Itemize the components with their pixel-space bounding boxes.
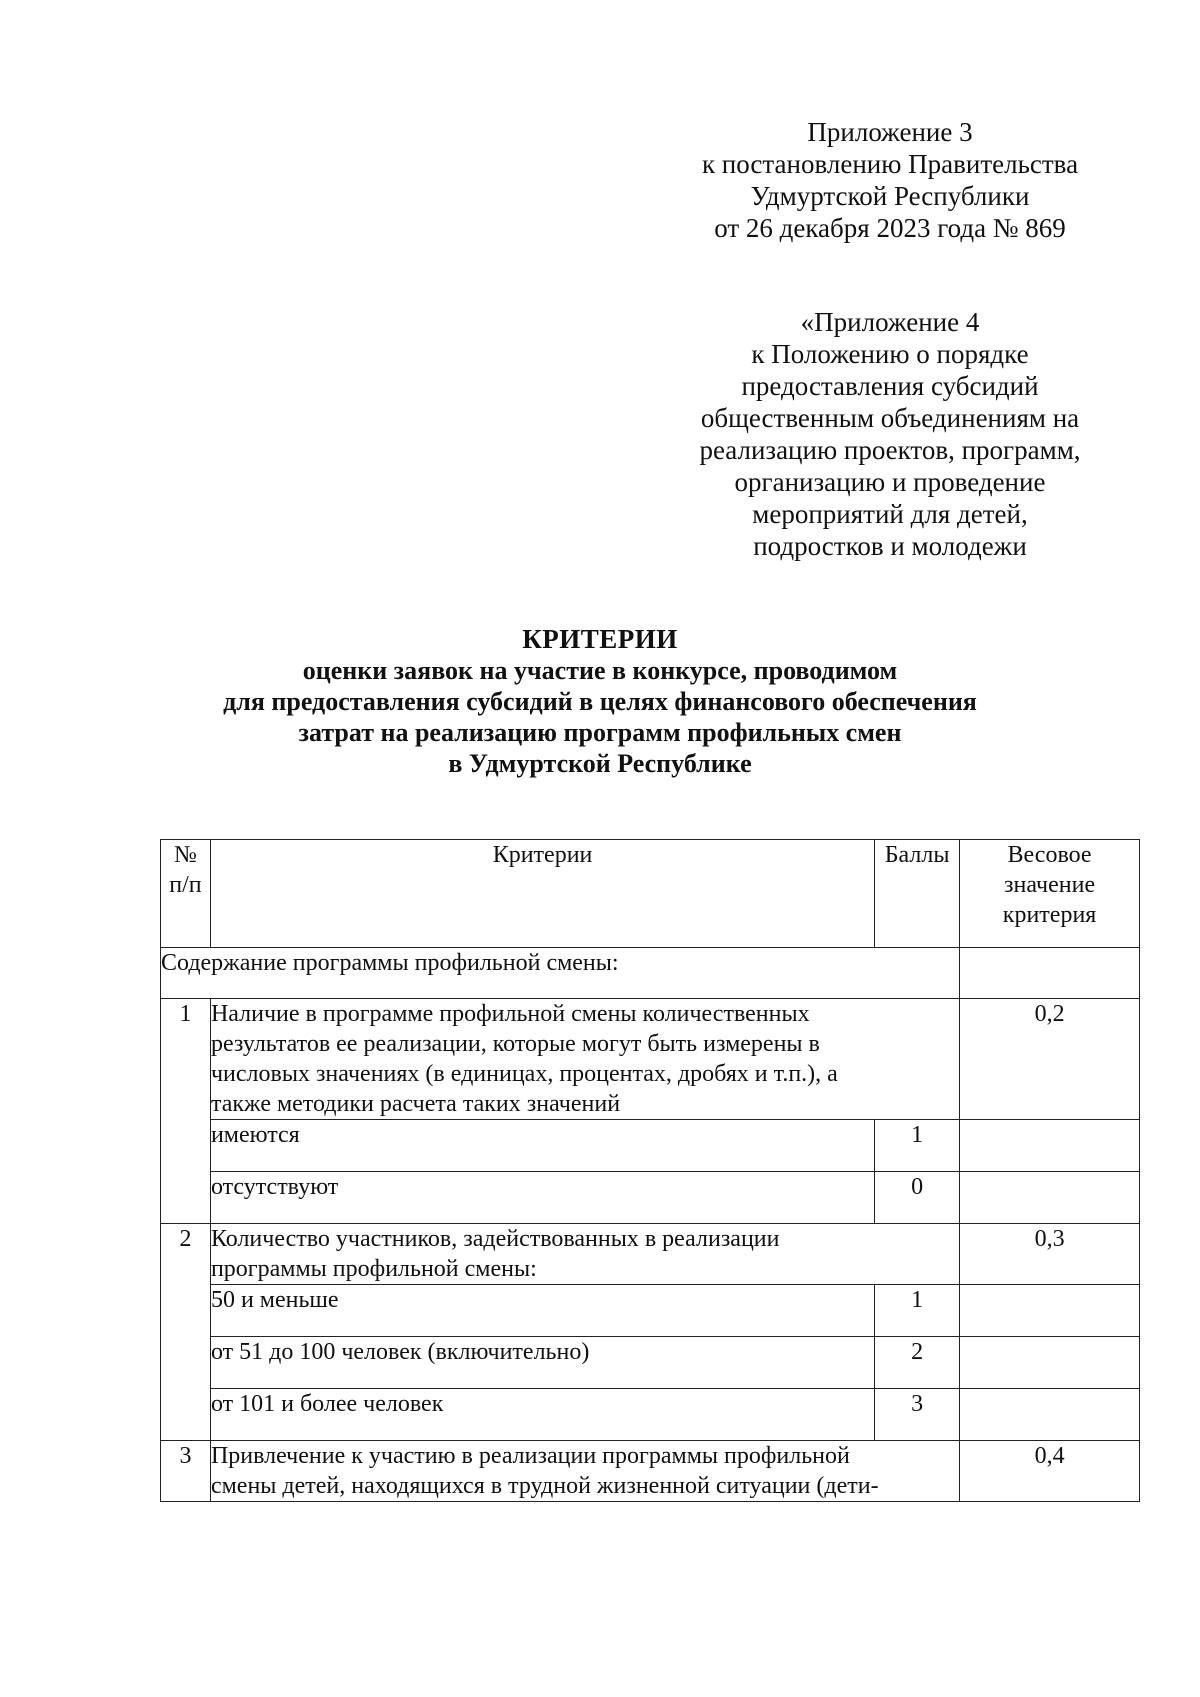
appendix-4-line: «Приложение 4 — [800, 307, 980, 337]
appendix-3-header — [650, 116, 1130, 244]
option-label: 50 и меньше — [210, 1285, 874, 1337]
option-label: отсутствуют — [210, 1172, 874, 1224]
option-label: от 101 и более человек — [210, 1389, 874, 1441]
section-row — [161, 948, 1140, 999]
appendix-4-line: общественным объединениям на — [700, 403, 1080, 433]
header-weight: Весовое значение критерия — [960, 840, 1140, 948]
header-number: № п/п — [161, 840, 211, 948]
appendix-4-header — [660, 306, 1120, 562]
criterion-text: Привлечение к участию в реализации программы профильной смены детей, находящихся в трудной жизненной ситуации (дети- — [210, 1441, 959, 1502]
option-row — [161, 1172, 1140, 1224]
criterion-row — [161, 1224, 1140, 1285]
table-header-row — [161, 840, 1140, 948]
criterion-text: Наличие в программе профильной смены количественных результатов ее реализации, которые могут быть измерены в числовых значениях (в единицах, процентах, дробях и т.п.), а также методики расчета таких значений — [210, 999, 959, 1120]
document-title — [100, 624, 1100, 779]
empty-cell — [960, 1172, 1140, 1224]
subtitle-line: в Удмуртской Республике — [448, 749, 752, 778]
criterion-weight: 0,3 — [960, 1224, 1140, 1285]
option-row — [161, 1389, 1140, 1441]
appendix-4-line: мероприятий для детей, — [752, 499, 1028, 529]
criterion-number: 2 — [161, 1224, 211, 1441]
option-label: от 51 до 100 человек (включительно) — [210, 1337, 874, 1389]
subtitle-line: затрат на реализацию программ профильных смен — [298, 718, 902, 747]
appendix-4-line: реализацию проектов, программ, — [699, 435, 1081, 465]
appendix-3-line: от 26 декабря 2023 года № 869 — [714, 213, 1066, 243]
option-label: имеются — [210, 1120, 874, 1172]
option-score: 1 — [875, 1120, 960, 1172]
criterion-row — [161, 999, 1140, 1120]
empty-cell — [960, 1120, 1140, 1172]
subtitle-line: для предоставления субсидий в целях финансового обеспечения — [223, 687, 977, 716]
title-line: КРИТЕРИИ — [522, 624, 678, 654]
appendix-4-line: организацию и проведение — [734, 467, 1046, 497]
header-score: Баллы — [875, 840, 960, 948]
empty-cell — [960, 1389, 1140, 1441]
criterion-number: 3 — [161, 1441, 211, 1502]
criteria-table — [160, 839, 1140, 1502]
empty-cell — [960, 948, 1140, 999]
header-criteria: Критерии — [210, 840, 874, 948]
appendix-3-line: к постановлению Правительства — [701, 149, 1079, 179]
section-title: Содержание программы профильной смены: — [161, 948, 960, 999]
option-row — [161, 1120, 1140, 1172]
option-score: 2 — [875, 1337, 960, 1389]
option-score: 1 — [875, 1285, 960, 1337]
appendix-4-line: подростков и молодежи — [753, 531, 1027, 561]
appendix-4-line: к Положению о порядке — [751, 339, 1029, 369]
criterion-number: 1 — [161, 999, 211, 1224]
criterion-row — [161, 1441, 1140, 1502]
option-row — [161, 1285, 1140, 1337]
option-score: 3 — [875, 1389, 960, 1441]
criterion-weight: 0,2 — [960, 999, 1140, 1120]
empty-cell — [960, 1337, 1140, 1389]
subtitle-line: оценки заявок на участие в конкурсе, проводимом — [302, 656, 898, 685]
option-score: 0 — [875, 1172, 960, 1224]
appendix-3-line: Приложение 3 — [807, 117, 973, 147]
option-row — [161, 1337, 1140, 1389]
criterion-weight: 0,4 — [960, 1441, 1140, 1502]
appendix-3-line: Удмуртской Республики — [750, 181, 1030, 211]
empty-cell — [960, 1285, 1140, 1337]
appendix-4-line: предоставления субсидий — [741, 371, 1039, 401]
criterion-text: Количество участников, задействованных в реализации программы профильной смены: — [210, 1224, 959, 1285]
